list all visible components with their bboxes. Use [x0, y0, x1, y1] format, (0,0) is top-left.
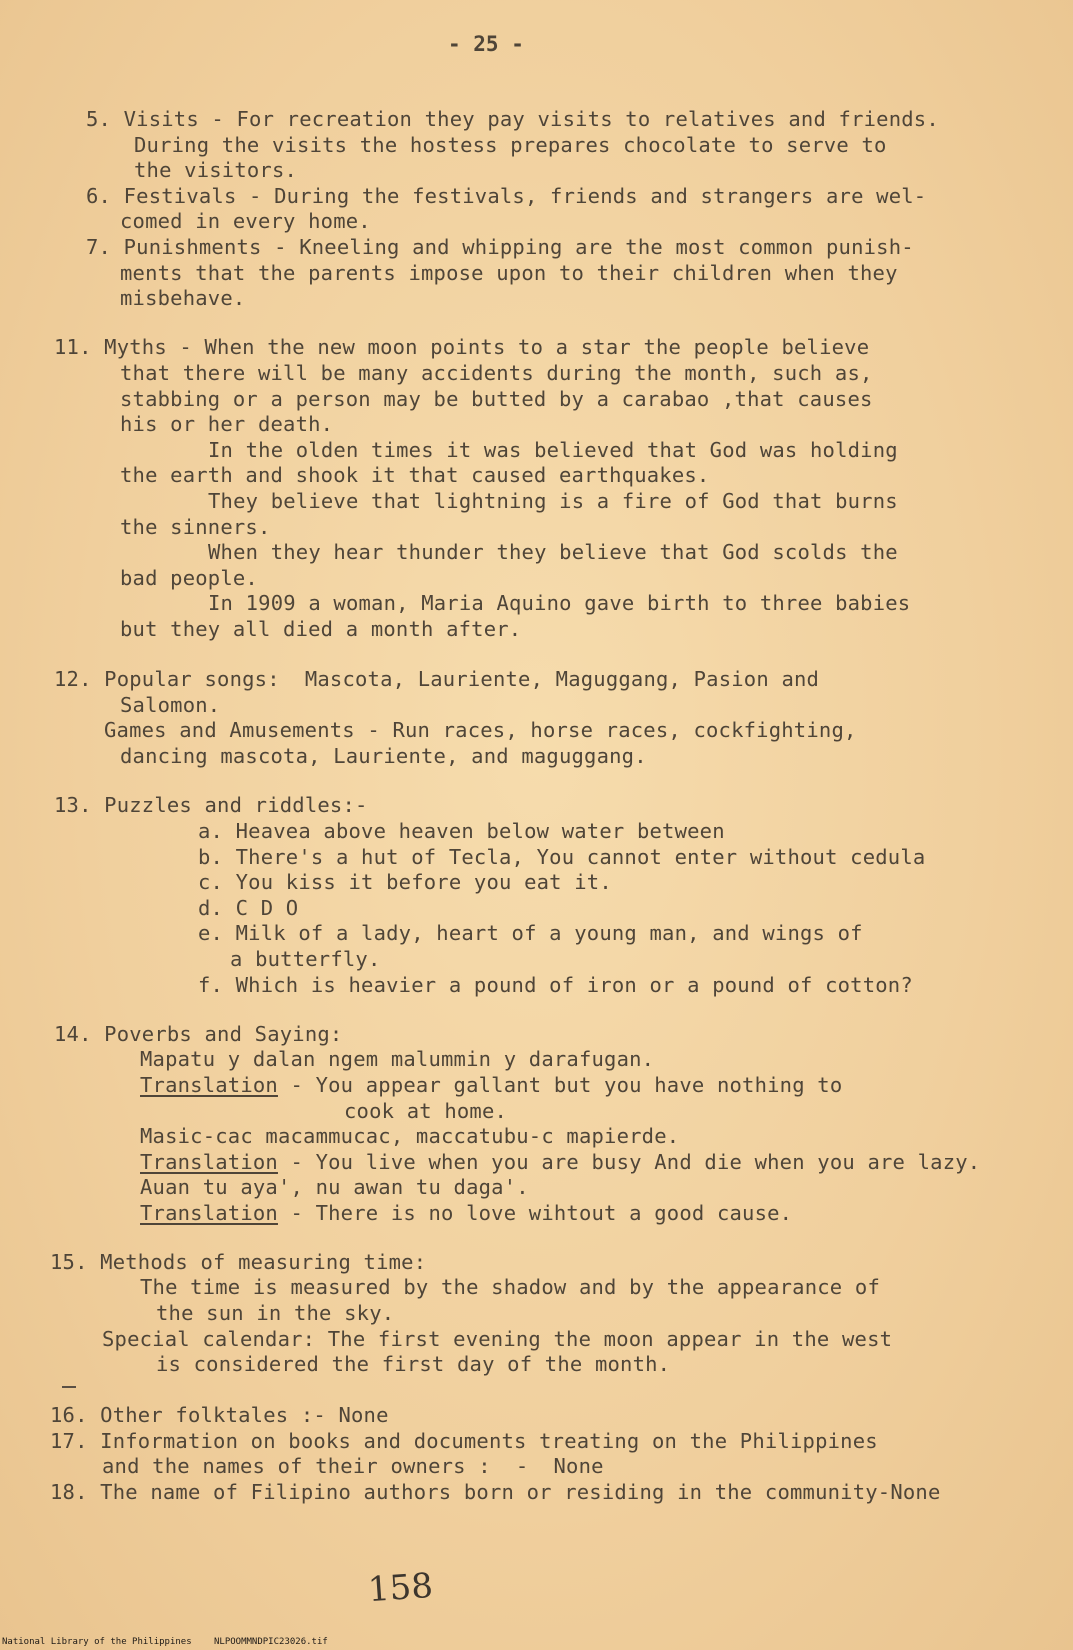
text-line: 15. Methods of measuring time:: [50, 1250, 427, 1274]
translation-line: [140, 1200, 792, 1226]
text-line: 12. Popular songs: Mascota, Lauriente, Maguggang, Pasion and: [54, 667, 820, 691]
text-line: that there will be many accidents during the month, such as,: [120, 361, 873, 385]
text-line: 6. Festivals - During the festivals, friends and strangers are wel-: [86, 184, 927, 208]
text-line: misbehave.: [120, 286, 246, 310]
text-line: and the names of their owners : - None: [102, 1454, 604, 1478]
translation-label: Translation: [140, 1150, 278, 1174]
text-line: the earth and shook it that caused earthquakes.: [120, 463, 710, 487]
text-line: 14. Poverbs and Saying:: [54, 1022, 343, 1046]
text-line: a. Heavea above heaven below water between: [198, 819, 725, 843]
footer-filename: NLPOOMMNDPIC23026.tif: [214, 1637, 328, 1647]
translation-line: [140, 1072, 842, 1098]
text-line: Masic-cac macammucac, maccatubu-c mapierde.: [140, 1124, 680, 1148]
text-line: 18. The name of Filipino authors born or residing in the community-None: [50, 1480, 941, 1504]
text-line: - There is no love wihtout a good cause.: [277, 1201, 793, 1225]
text-line: Auan tu aya', nu awan tu daga'.: [140, 1175, 529, 1199]
text-line: They believe that lightning is a fire of God that burns: [208, 489, 898, 513]
text-line: comed in every home.: [120, 209, 371, 233]
text-line: 16. Other folktales :- None: [50, 1403, 389, 1427]
text-line: stabbing or a person may be butted by a carabao ,that causes: [120, 387, 873, 411]
text-line: is considered the first day of the month.: [156, 1352, 671, 1376]
text-line: e. Milk of a lady, heart of a young man, and wings of: [198, 921, 863, 945]
text-line: Special calendar: The first evening the moon appear in the west: [102, 1327, 893, 1351]
text-line: 11. Myths - When the new moon points to a star the people believe: [54, 335, 870, 359]
text-line: a butterfly.: [230, 947, 381, 971]
text-line: d. C D O: [198, 896, 299, 920]
text-line: 13. Puzzles and riddles:-: [54, 793, 368, 817]
text-line: but they all died a month after.: [120, 617, 522, 641]
text-line: the sun in the sky.: [156, 1301, 395, 1325]
page-number: - 25 -: [448, 32, 524, 56]
handwritten-page-number: 158: [366, 1565, 435, 1611]
translation-label: Translation: [140, 1073, 278, 1097]
text-line: 5. Visits - For recreation they pay visits to relatives and friends.: [86, 107, 939, 131]
text-line: The time is measured by the shadow and by the appearance of: [140, 1275, 880, 1299]
text-line: Mapatu y dalan ngem malummin y darafugan.: [140, 1047, 655, 1071]
text-line: During the visits the hostess prepares chocolate to serve to: [134, 133, 887, 157]
text-line: his or her death.: [120, 412, 334, 436]
text-line: Games and Amusements - Run races, horse races, cockfighting,: [104, 718, 857, 742]
text-line: When they hear thunder they believe that God scolds the: [208, 540, 898, 564]
footer-library: National Library of the Philippines: [2, 1637, 192, 1647]
text-line: - You appear gallant but you have nothing to: [277, 1073, 843, 1097]
text-line: In 1909 a woman, Maria Aquino gave birth to three babies: [208, 591, 911, 615]
text-line: - You live when you are busy And die when you are lazy.: [277, 1150, 981, 1174]
text-line: 7. Punishments - Kneeling and whipping are the most common punish-: [86, 235, 914, 259]
text-line: c. You kiss it before you eat it.: [198, 870, 612, 894]
text-line: f. Which is heavier a pound of iron or a pound of cotton?: [198, 973, 913, 997]
text-line: Salomon.: [120, 693, 221, 717]
text-line: In the olden times it was believed that God was holding: [208, 438, 898, 462]
translation-label: Translation: [140, 1201, 278, 1225]
text-line: 17. Information on books and documents treating on the Philippines: [50, 1429, 878, 1453]
text-line: the visitors.: [134, 158, 298, 182]
text-line: ments that the parents impose upon to their children when they: [120, 261, 898, 285]
text-line: dancing mascota, Lauriente, and maguggang.: [120, 744, 647, 768]
text-line: b. There's a hut of Tecla, You cannot enter without cedula: [198, 845, 926, 869]
stray-mark: [62, 1386, 76, 1388]
text-line: the sinners.: [120, 515, 271, 539]
translation-line: [140, 1149, 980, 1175]
text-line: cook at home.: [344, 1099, 508, 1123]
text-line: bad people.: [120, 566, 258, 590]
